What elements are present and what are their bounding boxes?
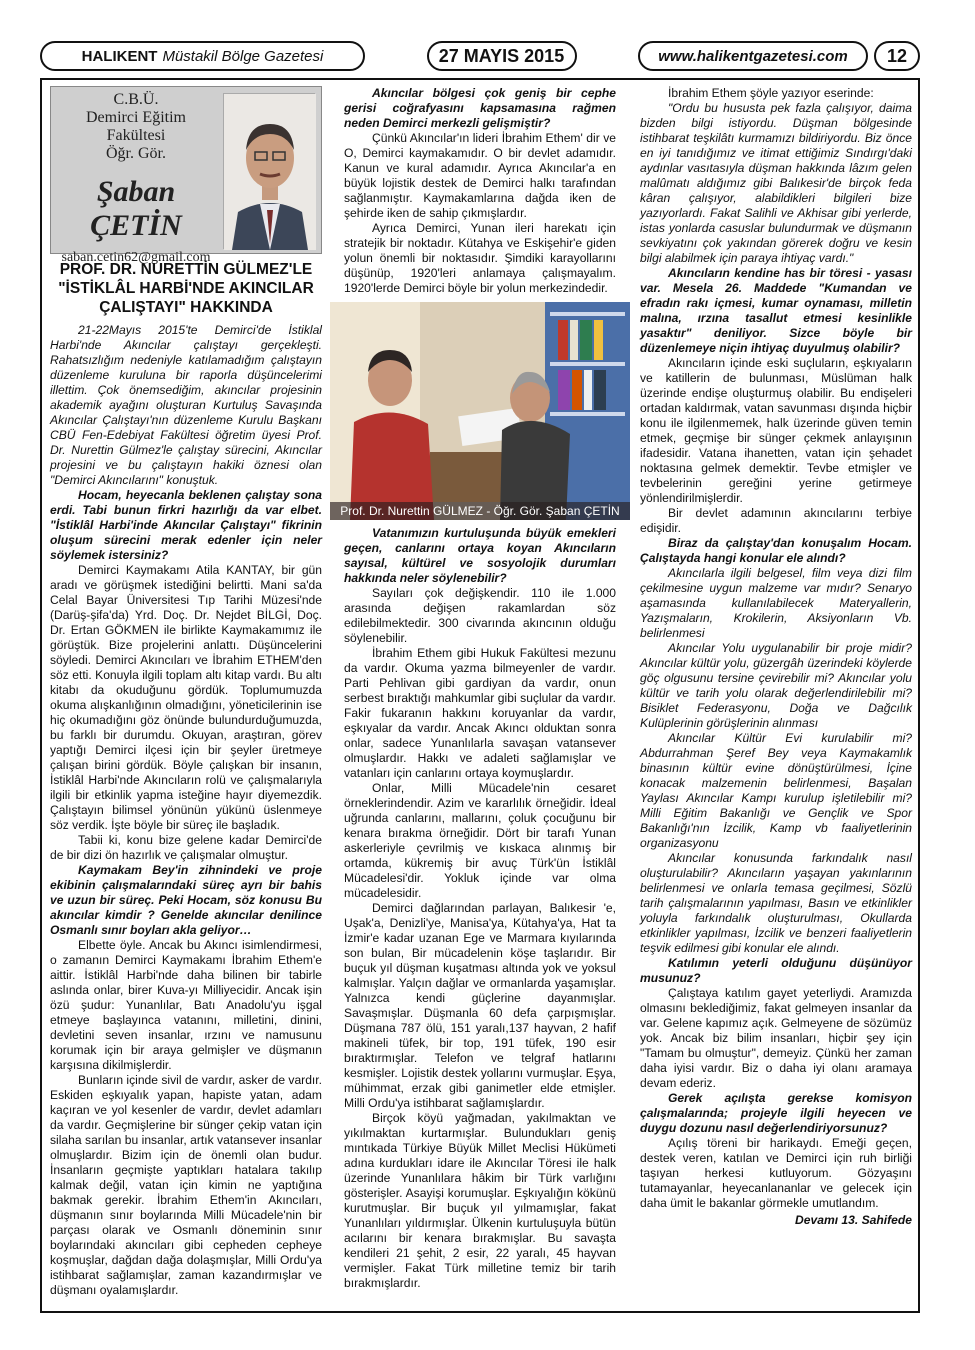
continued-note: Devamı 13. Sahifede <box>795 1213 912 1227</box>
interview-question: Gerek açılışta gerekse komisyon çalışmalarında; projeyle ilgili heyecen ve duygu dozunu nasıl değerlendiriyorsunuz? <box>640 1091 912 1135</box>
article-paragraph: İbrahim Ethem gibi Hukuk Fakültesi mezunu da vardır. Okuma yazma bilmeyenler de vardır. Parti Pehlivan gibi gardiyan da vardır, onun serbest bıraktığı mahkumlar gibi suçlular da vardır. Fakir fukaranın hakkını koruyanlar da vardır, eşkıyalar da vardır. Ancak Akıncı olduktan sonra onlar, sadece Yunanlılarla savaşan vatansever olmuşlardır. Hakkı ve adaleti sağlamışlar ve vatanları için canlarını ortaya koymuşlardır. <box>344 646 616 780</box>
author-portrait <box>223 93 315 249</box>
article-paragraph: Akıncılar konusunda farkındalık nasıl oluşturulabilir? Akıncıların yaşayan yakınlarının belirlenmesi ve onlarla temasa geçilmesi, Sözlü tarih çalışmalarının yapılması, Basın ve etkinlikler yoluyla farkındalık oluşturulması, Okullarda etkinlikler yapılması, İzcilik ve benzeri faaliyetlerin teşvik edilmesi gibi konular ele alındı. <box>640 851 912 955</box>
author-byline <box>50 86 322 265</box>
article-paragraph: İbrahim Ethem şöyle yazıyor eserinde: <box>668 86 874 100</box>
column-2-body-bottom <box>344 526 616 1291</box>
interview-question: Akıncılar bölgesi çok geniş bir cephe gerisi coğrafyasını kapsamasına rağmen neden Demirci merkezli gelişmiştir? <box>344 86 616 130</box>
interview-scene-illustration <box>330 302 630 520</box>
article-paragraph: "Ordu bu hususta pek fazla çalışıyor, daima bizden bilgi istiyordu. Düşman bölgesinde istihbarat teşkilâtı kurmamızı bildiriyordu. Biz önce en iyi tanıdığımız ve itimat ettiğimiz Sındırgı'daki aydınlar vasıtasıyla düşman hakkında lâzım gelen malûmatı aldığımız gibi Balıkesir'de birçok feda kâran çalışıyor, alabildikleri bilgileri bize yazıyorlardı. Fakat Salihli ve Akhisar gibi yerlerde, istas yonlarda casuslar bulundurmak ve düşmanın sevkiyatını çok yakından görerek doğru ve kesin bilgi alabilmek için paraya ihtiyaç vardı." <box>640 101 912 265</box>
photo-caption: Prof. Dr. Nurettin GÜLMEZ - Öğr. Gör. Şaban ÇETİN <box>330 502 630 520</box>
column-3 <box>640 86 912 1306</box>
column-2 <box>340 86 620 1306</box>
interview-question: Hocam, heyecanla beklenen çalıştay sona erdi. Tabi bunun firkri hazırlığı da var elbet. "İstiklâl Harbi'inde Akıncılar Çalıştayı" fikrinin oluşum sürecini merak edenler için neler söylemek istersiniz? <box>50 488 322 562</box>
article-paragraph: Demirci dağlarından parlayan, Balıkesir 'e, Uşak'a, Denizli'ye, Manisa'ya, Kütahya'ya, Hat ta İzmir'e kadar uzanan Ege ve Marmara kıyılarında son bulan, Bir mücadelenin köşe taşlarıdır. Bir buçuk yıl düşman kuşatması altında yok ve yoksul kalmışlar. Yalçın dağlar ve ormanlarda yaşamışlar. Yalnızca kendi güçlerine dayanmışlar. Savaşmışlar. Düşmanla 60 defa çarpışmışlar. Düşmana 787 ölü, 151 yaralı,137 hayvan, 2 hafif makineli tüfek, bir top, 191 tüfek, 190 esir bıraktırmışlar. Telefon ve telgraf hatlarını kesmişler. Lojistik destek yollarını vurmuşlar. Eşya, mühimmat, erzak gibi ganimetler elde etmişler. Milli Ordu'ya istihbarat sağlamışlardır. <box>344 901 616 1110</box>
column-1 <box>50 86 322 1306</box>
article-paragraph: Çalıştaya katılım gayet yeterliydi. Aramızda olmasını beklediğimiz, fakat gelmeyen insanlar da var. Gelene kapımız açık. Gelmeyene de sözümüz yok. Ancak biz bilim insanları, hiçbir şey için "Tamam bu olmuştur", demeyiz. Çünkü her zaman daha iyisi vardır. Biz o daha iyi olanı aramaya devam ederiz. <box>640 986 912 1090</box>
author-name: Şaban ÇETİN <box>90 175 182 242</box>
interview-question: Katılımın yeterli olduğunu düşünüyor musunuz? <box>640 956 912 985</box>
article-paragraph: Tabii ki, konu bize gelene kadar Demirci'de de bir dizi ön hazırlık ve çalışmalar olmuştur. <box>50 833 322 862</box>
page-header <box>40 40 920 72</box>
article-paragraph: 21-22Mayıs 2015'te Demirci'de İstiklal Harbi'nde Akıncılar çalıştayı gerçekleşti. Rahatsızlığım nedeniyle katılamadığım çalıştayın düzenleme kuruluna bir raporla düşüncelerimi illettim. Çok önemsediğim, akıncılar projesinin akademik ayağını oluşturan Kurtuluş Savaşında Akıncılar Çalıştayı'nın düzenleme Kurulu Başkanı CBÜ Fen-Edebiyat Fakültesi öğretim üyesi Prof. Dr. Nurettin Gülmez'le çalıştay sürecini, Akıncılar projesini ve bu çalıştayın hakiki öznesi olan "Demirci Akıncılarını" konuştuk. <box>50 323 322 487</box>
author-title: Öğr. Gör. <box>106 145 166 162</box>
article-paragraph: Akıncıların içinde eski suçluların, eşkıyaların ve katillerin de bulunması, Müslüman halk üzerinde endişe oluşturmuş olabilir. Bu endişeleri ortadan kaldırmak, vatan savunması dışında hiçbir konu ile ilgilenmemek, halk üzerinde güven temin etmek, geçmişe bir sünger çekmek anlayışının ifadesidir. Vatana ihanetten, vatan için şehadet noktasına gelmek demektir. Tevbe etmişler ve tevbelerinin gereğini yerine getirmeye yönlendirilmişlerdir. <box>640 356 912 505</box>
article-paragraph: Açılış töreni bir harikaydı. Emeği geçen, destek veren, katılan ve Demirci için ruh birliği taşıyan herkesi kutluyorum. Gözyaşını tutamayanlar, heyecanlananlar ve gelecek için daha ümit le bakanlar görmekle umutlandım. <box>640 1136 912 1210</box>
brand-tagline: Müstakil Bölge Gazetesi <box>162 47 324 65</box>
article-paragraph: Demirci Kaymakamı Atila KANTAY, bir gün aradı ve görüşmek istediğini belirtti. Mani sa'da Celal Bayar Üniversitesi Tıp Tarihi Müzesi'nde (Darüş-şifa'da) Yrd. Doç. Dr. Nejdet BİLGİ, Doç. Dr. Ertan GÖKMEN ile birlikte Kaymakamımız ile görüştük. Bize projelerini anlattı. Düşüncelerini söyledi. Demirci Akıncıları ve İbrahim ETHEM'den söz etti. Konuyla ilgili toplam altı kitap vardı. Bu altı kitabı da okuduğunu gördük. Toplumumuzda okuma alışkanlığının olmadığını, yöneticilerinin ise hiç okumadığını göz önünde bulundurduğumuzda, bu farklı bir durumdu. Okuyan, araştıran, görev yaptığı Demirci ilçesi için bir şeyler üretmeye çalışan birini gördük. Böyle çalışkan bir insanın, İstiklâl Harbi'nde Akıncıların rolü ve çalışmalarıyla ilgili bir etkinlik yapma isteğine hayır diyemezdik. Çalıştayın bilimsel yönünün yükünü üslenmeye söz verdik. İşte böyle bir süreç ile başladık. <box>50 563 322 832</box>
issue-date: 27 MAYIS 2015 <box>427 41 577 71</box>
article-paragraph: Ayrıca Demirci, Yunan ileri harekatı için stratejik bir noktadır. Kütahya ve Eskişehir'e giden yolun önemli bir noktasıdır. Şimdiki karayollarını düşünüp, 1920'leri anlamaya çalışmayalım. 1920'lerde Demirci böyle bir yolun merkezindedir. <box>344 221 616 295</box>
article-paragraph: Çünkü Akıncılar'ın lideri İbrahim Ethem' dir ve O, Demirci kaymakamıdır. O bir devlet adamıdır. Kanun ve kural adamıdır. Ayrıca Akıncılar'a en büyük lojistik destek de Demirci halkı tarafından sağlanmıştır. Kaymakamlarına dağda iken de şehirde iken de sahip çıkmışlardır. <box>344 131 616 220</box>
author-institution: C.B.Ü. <box>113 91 159 108</box>
column-3-body <box>640 86 912 1211</box>
interview-question: Vatanımızın kurtuluşunda büyük emekleri geçen, canlarını ortaya koyan Akıncıların sayısal, kültürel ve sosyolojik durumları hakkında neler söylenebilir? <box>344 526 616 585</box>
interview-photo <box>330 302 630 520</box>
article-paragraph: Elbette öyle. Ancak bu Akıncı isimlendirmesi, o zamanın Demirci Kaymakamı İbrahim Ethem'e aittir. İstiklâl Harbi'nde daha bilinen bir tabirle aslında onlar, birer Kuva-yı Milliyecidir. Ancak işin özü şudur: Yunanlılar, Batı Anadolu'yu işgal etmeye başlayınca vatanını, milletini, dinini, devletini seven insanlar, ırzını ve namusunu korumak için bir araya gelmişler ve düşmanın karşısına dikilmişlerdir. <box>50 938 322 1072</box>
column-1-body <box>50 323 322 1298</box>
article-title: PROF. DR. NURETTİN GÜLMEZ'LE "İSTİKLÂL HARBİ'NDE AKINCILAR ÇALIŞTAYI" HAKKINDA <box>58 261 314 316</box>
website-link[interactable]: www.halikentgazetesi.com <box>638 41 868 71</box>
masthead <box>40 41 365 71</box>
article-paragraph: Akıncılarla ilgili belgesel, film veya dizi film çekilmesine uygun malzeme var mıdır? Senaryo aşamasında kullanılabilecek Materyallerin, Yazışmaların, Krokilerin, Aksiyonların Vb. belirlenmesi <box>640 566 912 640</box>
interview-question: Biraz da çalıştay'dan konuşalım Hocam. Çalıştayda hangi konular ele alındı? <box>640 536 912 565</box>
article-paragraph: Bir devlet adamının akıncılarını terbiye edişidir. <box>640 506 912 535</box>
article-frame <box>40 78 920 1313</box>
interview-question: Akıncıların kendine has bir töresi - yasası var. Mesela 26. Maddede "Kumandan ve efradın rakı içmesi, kumar oynaması, milletin malına, ırzına tasallut etmesi kesinlikle yasaktır" deniliyor. Sizce böyle bir düzenlemeye niçin ihtiyaç duyulmuş olabilir? <box>640 266 912 355</box>
article-paragraph: Akıncılar Kültür Evi kurulabilir mi? Abdurrahman Şeref Bey veya Kaymakamlık binasının kültür evine dönüştürülmesi, İçine konacak malzemenin belirlenmesi, Başalan Yaylası Akıncılar Kampı kurulup işletilebilir mi? Milli Eğitim Bakanlığı ve Gençlik ve Spor Bakanlığı'nın İzcilik, Kamp vb faaliyetlerinin organizasyonu <box>640 731 912 850</box>
column-2-body-top <box>344 86 616 296</box>
author-email[interactable]: saban.cetin62@gmail.com <box>61 250 211 265</box>
author-credentials <box>55 91 217 267</box>
article-paragraph: Akıncılar Yolu uygulanabilir bir proje midir? Akıncılar kültür yolu, güzergâh üzerindeki köylerde göç olgusunu tersine çevirebilir mi? Akıncılar yolu kültür ve tarih yolu olarak değerlendirilebilir mi? Bisiklet Federasyonu, Doğa ve Dağcılık Kulüplerinin görüşlerinin alınması <box>640 641 912 730</box>
author-faculty: Demirci Eğitim Fakültesi <box>86 109 186 144</box>
article-paragraph: Onlar, Milli Mücadele'nin cesaret örneklerindendir. Azim ve kararlılık örneğidir. İdeal uğrunda canlarını, mallarını, çoluk çocuğunu bir kenara bırakma örneğidir. Dört bir tarafı Yunan askerleriyle çevrilmiş ve kıskaca alınmış bir ortamda, kükremiş bir avuç Türk'ün İstiklâl Mücadelesi'dir. Yokluk içinde var olma mücadelesidir. <box>344 781 616 900</box>
article-paragraph: Sayıları çok değişkendir. 110 ile 1.000 arasında değişen rakamlardan söz edilebilmektedir. 300 civarında akıncının olduğu söylenebilir. <box>344 586 616 645</box>
page-number: 12 <box>874 41 920 71</box>
article-paragraph: Birçok köyü yağmadan, yakılmaktan ve yıkılmaktan kurtarmışlar. Bulundukları geniş mıntıkada Türkiye Büyük Millet Meclisi Hükümeti adına kurdukları idare ile Akıncılar Töresi ile halk üzerinde Yunanlılara hâkim bir Türk varlığını gösterişler. Asayişi korumuşlar. Eşkıyalığın kökünü kurutmuşlar. Bir buçuk yıl yılmamışlar, fakat Yunanlıları yıldırmışlar. Ülkenin kurtuluşuyla bütün acılarını bir kenara bırakmışlar. Bu savaşta kendileri 21 şehit, 2 esir, 22 yaralı, 45 hayvan vermişler. Fakat Türk milletine temiz bir tarih bırakmışlardır. <box>344 1111 616 1290</box>
interview-question: Kaymakam Bey'in zihnindeki ve proje ekibinin çalışmalarındaki süreç ayrı bir bahis ve uzun bir süreç. Peki Hocam, söz konusu Bu akıncılar kimdir ? Genelde akıncılar denilince Osmanlı sınır boyları akla geliyor… <box>50 863 322 937</box>
article-paragraph: Bunların içinde sivil de vardır, asker de vardır. Eskiden eşkıyalık yapan, hapiste yatan, adam kaçıran ve yol kesenler de vardır, devlet adamları da vardır. Geçmişlerine bir sünger çekip vatan için silaha sarılan bu insanlar, artık vatansever insanlar olmuşlardır. Bizim için de önemli olan budur. İnsanların geçmişte yaptıkları hatalara takılıp kalmak değil, vatan için kimin ne yaptığına bakmak gerekir. İbrahim Ethem'in Akıncıları, düşmanın sınır boylarında Milli Mücadele'nin bir parçası olarak ve Osmanlı döneminin sınır boylarındaki akıncıları gibi cepheden cepheye koşmuşlar, dağdan dağa dolaşmışlar, Milli Ordu'ya istihbarat sağlamışlar, zaman kazandırmışlar ve düşmanı oyalamışlardır. <box>50 1073 323 1297</box>
brand-name: HALIKENT <box>81 47 158 65</box>
